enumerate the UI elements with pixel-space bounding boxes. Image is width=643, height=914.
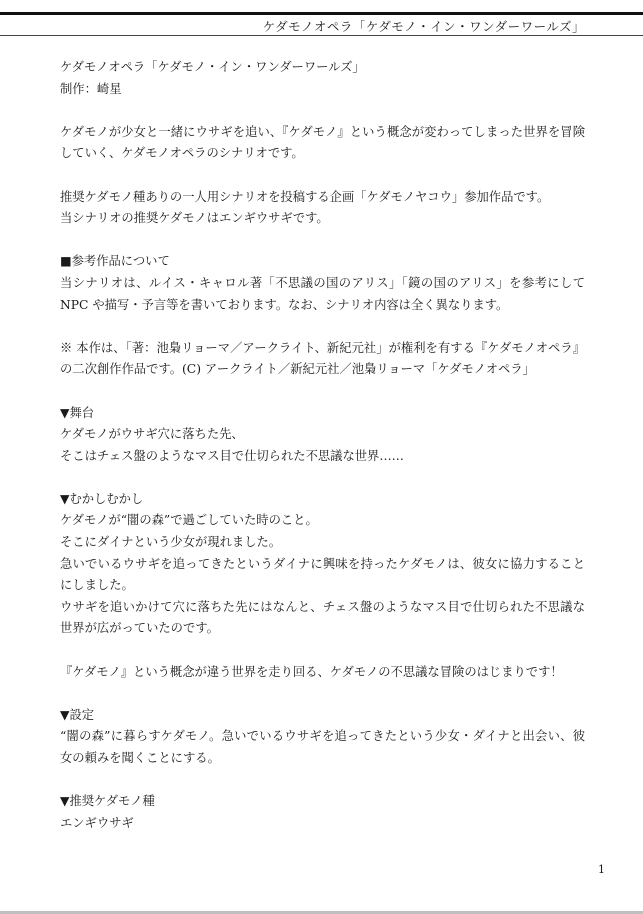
once-upon-heading: ▼むかしむかし	[60, 491, 144, 506]
spacer	[60, 316, 585, 338]
spacer	[60, 381, 585, 403]
reference-line: NPC や描写・予言等を書いております。なお、シナリオ内容は全く異なります。	[60, 297, 509, 312]
intro-line: していく、ケダモノオペラのシナリオです。	[60, 146, 304, 161]
stage-line: ケダモノがウサギ穴に落ちた先、	[60, 427, 244, 442]
recommended-heading: ▼推奨ケダモノ種	[60, 794, 155, 809]
header-rule	[0, 35, 643, 36]
document-title: ケダモノオペラ「ケダモノ・イン・ワンダーワールズ」	[60, 60, 365, 74]
spacer	[60, 640, 585, 662]
document-body	[60, 57, 585, 834]
copyright-line: ※ 本作は、「著：池梟リョーマ／アークライト、新紀元社」が権利を有する『ケダモノオペラ』	[60, 340, 585, 355]
spacer	[60, 467, 585, 489]
credit-line: 制作：崎星	[60, 81, 122, 96]
project-line: 推奨ケダモノ種ありの一人用シナリオを投稿する企画「ケダモノヤコウ」参加作品です。	[60, 189, 550, 204]
setting-line: “闇の森”に暮らすケダモノ。急いでいるウサギを追ってきたという少女・ダイナと出会い、彼	[60, 729, 585, 744]
spacer	[60, 683, 585, 705]
copyright-line: の二次創作作品です。(C) アークライト／新紀元社／池梟リョーマ「ケダモノオペラ」	[60, 362, 535, 377]
recommended-value: エンギウサギ	[60, 815, 134, 830]
intro-line: ケダモノが少女と一緒にウサギを追い、『ケダモノ』という概念が変わってしまった世界を冒険	[60, 124, 585, 139]
reference-heading: ■参考作品について	[60, 254, 170, 269]
once-upon-line: そこにダイナという少女が現れました。	[60, 535, 282, 550]
page-number: 1	[598, 863, 605, 876]
once-upon-line: ウサギを追いかけて穴に落ちた先にはなんと、チェス盤のようなマス目で仕切られた不思議な	[60, 599, 585, 614]
once-upon-line: にしました。	[60, 578, 134, 593]
spacer	[60, 165, 585, 187]
once-upon-closing: 『ケダモノ』という概念が違う世界を走り回る、ケダモノの不思議な冒険のはじまりです！	[60, 664, 563, 679]
once-upon-line: ケダモノが“闇の森”で過ごしていた時のこと。	[60, 513, 318, 528]
project-line: 当シナリオの推奨ケダモノはエンギウサギです。	[60, 211, 329, 226]
reference-line: 当シナリオは、ルイス・キャロル著「不思議の国のアリス」「鏡の国のアリス」を参考にして	[60, 275, 585, 290]
once-upon-line: 急いでいるウサギを追ってきたというダイナに興味を持ったケダモノは、彼女に協力すること	[60, 556, 585, 571]
setting-heading: ▼設定	[60, 707, 95, 722]
spacer	[60, 230, 585, 252]
setting-line: 女の頼みを聞くことにする。	[60, 751, 220, 765]
running-header: ケダモノオペラ「ケダモノ・イン・ワンダーワールズ」	[262, 19, 585, 34]
once-upon-line: 世界が広がっていたのです。	[60, 621, 219, 636]
spacer	[60, 100, 585, 122]
spacer	[60, 770, 585, 792]
stage-heading: ▼舞台	[60, 405, 95, 420]
stage-line: そこはチェス盤のようなマス目で仕切られた不思議な世界……	[60, 448, 404, 463]
top-rule	[0, 12, 643, 15]
